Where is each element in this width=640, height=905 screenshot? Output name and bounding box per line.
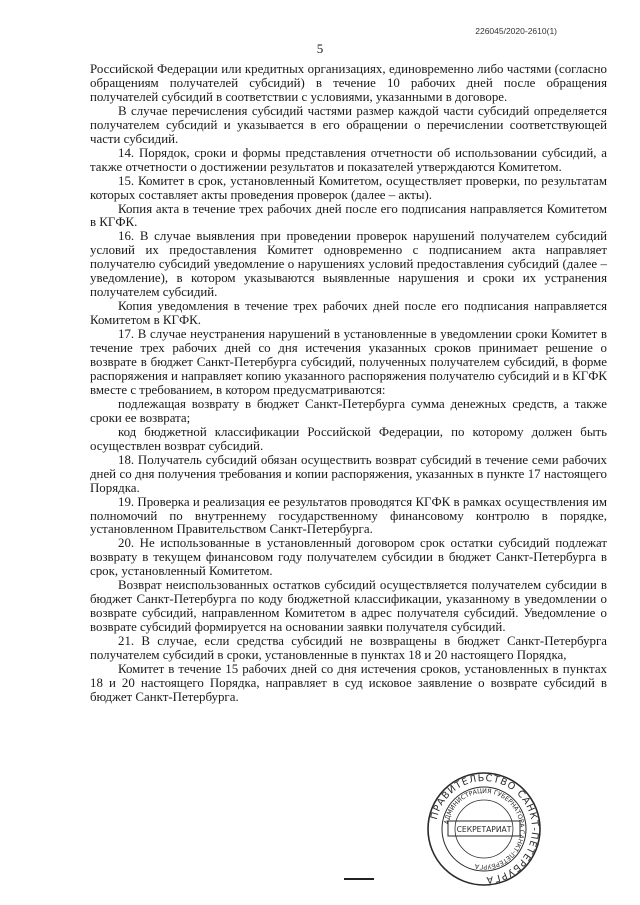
paragraph: Комитет в течение 15 рабочих дней со дня истечения сроков, установленных в пунктах 18 и 20 настоящего Порядка, направляет в суд исковое заявление о возврате субсидий в бюджет Санкт-Петербурга. — [90, 661, 607, 704]
paragraph: Российской Федерации или кредитных организациях, единовременно либо частями (согласно обращениям получателей субсидий) в течение 10 рабочих дней после обращения получателей субсидий в соответствии с условиями, указанными в договоре. — [90, 62, 607, 104]
document-id: 226045/2020-2610(1) — [475, 26, 557, 36]
official-stamp — [418, 771, 550, 887]
stamp-outer-text: ПРАВИТЕЛЬСТВО САНКТ-ПЕТЕРБУРГА — [428, 772, 541, 886]
paragraph: Копия уведомления в течение трех рабочих дней после его подписания направляется Комитетом в КГФК. — [90, 299, 607, 328]
paragraph: 20. Не использованные в установленный договором срок остатки субсидий подлежат возврату в текущем финансовом году получателем субсидии в бюджет Санкт-Петербурга в срок, установленный Комитетом. — [90, 536, 607, 579]
paragraph: 19. Проверка и реализация ее результатов проводятся КГФК в рамках осуществления им полномочий по внутреннему государственному финансовому контролю в порядке, установленном Правительством Санкт-Петербурга. — [90, 494, 607, 537]
paragraph: подлежащая возврату в бюджет Санкт-Петербурга сумма денежных средств, а также сроки ее возврата; — [90, 396, 607, 425]
paragraph: Возврат неиспользованных остатков субсидий осуществляется получателем субсидии в бюджет Санкт-Петербурга по коду бюджетной классификации, указанному в уведомлении о возврате субсидий, направленном Комитетом в адрес получателя субсидий. Уведомление о возврате субсидий формируется на основании заявки получателя субсидий. — [90, 578, 607, 635]
paragraph: 15. Комитет в срок, установленный Комитетом, осуществляет проверки, по результатам которых составляет акты проведения проверок (далее – акты). — [90, 173, 607, 202]
paragraph: Копия акта в течение трех рабочих дней после его подписания направляется Комитетом в КГФК. — [90, 201, 607, 230]
paragraph: код бюджетной классификации Российской Федерации, по которому должен быть осуществлен возврат субсидий. — [90, 424, 607, 453]
paragraph: 14. Порядок, сроки и формы представления отчетности об использовании субсидий, а также отчетности о достижении результатов и показателей утверждаются Комитетом. — [90, 145, 607, 174]
stamp-inner-text: АДМИНИСТРАЦИЯ ГУБЕРНАТОРА САНКТ-ПЕТЕРБУРГА — [443, 787, 526, 871]
stamp-center-text: СЕКРЕТАРИАТ — [456, 825, 512, 834]
paragraph: 17. В случае неустранения нарушений в установленные в уведомлении сроки Комитет в течение трех рабочих дней со дня истечения указанных сроков принимает решение о возврате в бюджет Санкт-Петербурга субсидий, полученных получателем субсидий, в форме распоряжения и направляет копию указанного распоряжения получателю субсидий и в КГФК вместе с требованием, в котором предусматриваются: — [90, 327, 607, 397]
paragraph: 21. В случае, если средства субсидий не возвращены в бюджет Санкт-Петербурга получателем субсидий в сроки, установленные в пунктах 18 и 20 настоящего Порядка, — [90, 634, 607, 663]
page-number: 5 — [316, 41, 324, 56]
footer-divider — [344, 878, 374, 880]
paragraph: 16. В случае выявления при проведении проверок нарушений получателем субсидий условий их предоставления Комитет одновременно с подписанием акта направляет получателю субсидий уведомление о нарушениях условий предоставления субсидий (далее – уведомление), в котором указываются выявленные нарушения и сроки их устранения получателем субсидий. — [90, 229, 607, 300]
paragraph: 18. Получатель субсидий обязан осуществить возврат субсидий в течение семи рабочих дней со дня получения требования и копии распоряжения, указанных в пункте 17 настоящего Порядка. — [90, 452, 607, 495]
paragraph: В случае перечисления субсидий частями размер каждой части субсидий определяется получателем субсидий и указывается в его обращении о перечислении соответствующей части субсидий. — [90, 103, 607, 146]
document-body — [90, 63, 607, 705]
